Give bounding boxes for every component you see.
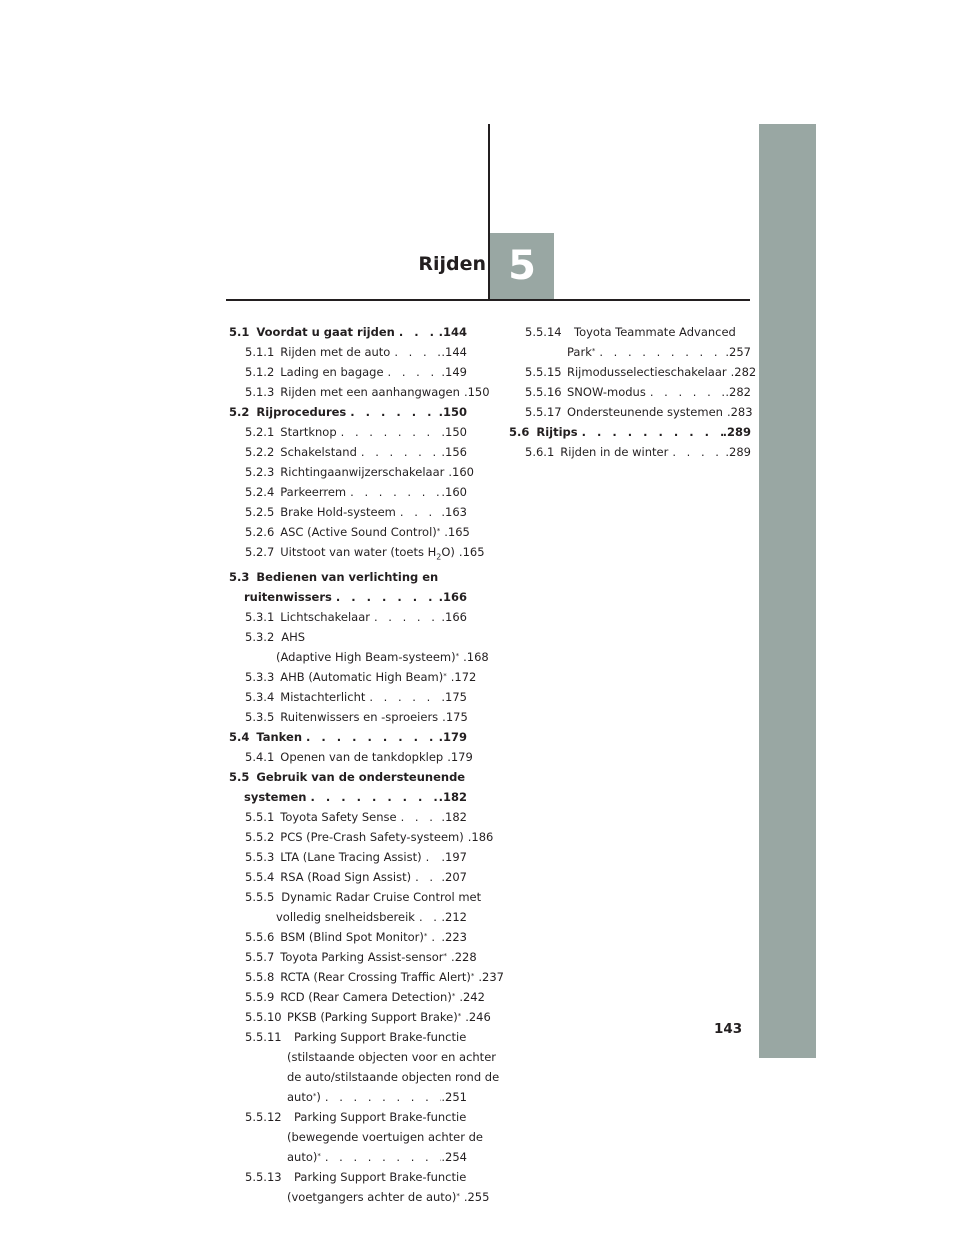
toc-entry-row (229, 967, 504, 987)
toc-leader-dots (415, 907, 441, 927)
toc-entry-title: Ruitenwissers en -sproeiers (280, 710, 439, 725)
toc-leader-dots (411, 867, 441, 887)
toc-entry-number: 5.2.6 (245, 525, 275, 539)
page-number: 143 (714, 1021, 743, 1037)
toc-left-column (229, 322, 504, 1207)
toc-entry[interactable] (229, 342, 467, 362)
toc-entry-line (229, 1147, 467, 1167)
toc-page-ref: . 149 (441, 362, 467, 382)
toc-entry-line (229, 1167, 467, 1187)
toc-entry[interactable] (509, 362, 757, 382)
chapter-number: 5 (508, 243, 536, 289)
toc-entry-number: 5.2.7 (245, 545, 275, 559)
chapter-number-box (490, 233, 554, 299)
toc-leader-dots (321, 1147, 442, 1167)
toc-entry[interactable] (509, 382, 751, 402)
toc-page-ref: . 289 (725, 442, 751, 462)
toc-entry-number: 5.2 (229, 405, 250, 419)
toc-entry-number: 5.2.4 (245, 485, 275, 499)
toc-entry-title: Brake Hold-systeem (280, 505, 396, 519)
toc-entry[interactable] (229, 522, 470, 542)
toc-entry[interactable] (229, 567, 467, 607)
toc-entry[interactable] (229, 967, 504, 987)
toc-entry-line (229, 767, 467, 787)
toc-entry-row (229, 422, 467, 442)
toc-entry-block (229, 567, 467, 607)
toc-page-ref: . 223 (441, 927, 467, 947)
toc-entry-title: Startknop (280, 425, 337, 439)
chapter-side-tab (759, 124, 816, 1058)
toc-entry-row (229, 542, 485, 567)
toc-leader-dots (395, 322, 439, 342)
toc-entry-row (229, 747, 473, 767)
toc-page-ref: . 160 (441, 482, 467, 502)
header-horizontal-rule (226, 299, 750, 301)
toc-entry-line (229, 887, 482, 907)
toc-entry-row (229, 667, 477, 687)
toc-entry-row (509, 422, 751, 442)
toc-entry-title: Lading en bagage (280, 365, 384, 379)
toc-entry-title: AHB (Automatic High Beam)* (280, 670, 447, 685)
toc-page-ref: . 175 (442, 707, 468, 727)
toc-leader-dots (346, 402, 438, 422)
toc-entry-line (229, 587, 467, 607)
toc-entry-row (229, 1007, 491, 1027)
toc-entry-title: Ondersteunende systemen (567, 405, 723, 419)
toc-entry-row (229, 362, 467, 382)
toc-entry[interactable] (229, 322, 467, 342)
toc-entry-line (229, 567, 467, 587)
toc-entry-number: 5.5.13 (245, 1170, 282, 1185)
toc-page-ref: . 186 (468, 827, 494, 847)
toc-entry-title: Dynamic Radar Cruise Control met (281, 890, 482, 905)
toc-leader-dots (578, 422, 723, 442)
toc-entry[interactable] (229, 362, 467, 382)
toc-entry[interactable] (229, 987, 485, 1007)
toc-entry-number: 5.3.3 (245, 670, 275, 685)
toc-entry-number: 5.5.17 (525, 405, 562, 419)
toc-entry-line (229, 647, 489, 667)
toc-entry-row (229, 947, 477, 967)
toc-leader-dots (302, 727, 439, 747)
toc-page-ref: . 172 (451, 667, 477, 687)
toc-entry-line (229, 787, 467, 807)
toc-entry-title: PCS (Pre-Crash Safety-systeem) (280, 830, 464, 845)
toc-page-ref: . 175 (441, 687, 467, 707)
toc-entry-row (229, 807, 467, 827)
toc-entry-row (229, 462, 474, 482)
toc-entry-number: 5.5.5 (245, 890, 275, 905)
toc-entry[interactable] (229, 502, 467, 522)
toc-leader-dots (332, 587, 439, 607)
toc-entry-title: Tanken (256, 730, 303, 745)
toc-entry-title: de auto/stilstaande objecten rond de (287, 1070, 500, 1085)
toc-entry-title: (Adaptive High Beam-systeem)* (276, 650, 460, 665)
toc-entry-number: 5.2.1 (245, 425, 275, 439)
toc-entry-line (229, 1067, 500, 1087)
toc-leader-dots (422, 847, 442, 867)
toc-entry-number: 5.3.2 (245, 630, 275, 645)
toc-entry-title: ASC (Active Sound Control)* (280, 525, 441, 539)
toc-entry-number: 5.5.6 (245, 930, 275, 945)
toc-page-ref: . 254 (441, 1147, 467, 1167)
toc-entry-title: (bewegende voertuigen achter de (287, 1130, 483, 1145)
toc-page-ref: . 246 (465, 1007, 491, 1027)
toc-page-ref: . 237 (478, 967, 504, 987)
toc-entry-row (229, 322, 467, 342)
toc-entry-title: ruitenwissers (244, 590, 332, 605)
toc-leader-dots (646, 382, 726, 402)
toc-entry-number: 5.2.5 (245, 505, 275, 519)
toc-entry-number: 5.5.1 (245, 810, 275, 825)
toc-entry-title: Bedienen van verlichting en (256, 570, 439, 585)
toc-entry[interactable] (509, 422, 751, 442)
toc-entry[interactable] (229, 867, 467, 887)
toc-entry-title: Rijmodusselectieschakelaar (567, 365, 727, 379)
toc-entry-row (509, 442, 751, 462)
toc-entry-line (229, 907, 467, 927)
toc-entry-title: BSM (Blind Spot Monitor)* (280, 930, 428, 945)
toc-entry-block (229, 1027, 500, 1107)
toc-entry-row (229, 927, 467, 947)
toc-entry[interactable] (229, 727, 467, 747)
toc-entry[interactable] (229, 442, 467, 462)
toc-page-ref: . 242 (459, 987, 485, 1007)
toc-entry-number: 5.5.12 (245, 1110, 282, 1125)
toc-entry-row (509, 382, 751, 402)
toc-entry-title: PKSB (Parking Support Brake)* (287, 1010, 462, 1025)
toc-leader-dots (365, 687, 441, 707)
toc-entry-number: 5.4 (229, 730, 250, 745)
toc-entry[interactable] (229, 707, 467, 727)
toc-entry-line (509, 342, 751, 362)
toc-page-ref: . 165 (444, 522, 470, 542)
toc-entry-number: 5.3.4 (245, 690, 275, 705)
toc-entry-number: 5.5.11 (245, 1030, 282, 1045)
toc-entry[interactable] (229, 667, 477, 687)
toc-entry-row (229, 827, 494, 847)
toc-entry-block (229, 1167, 490, 1207)
toc-entry-line (229, 1027, 467, 1047)
toc-entry-block (229, 627, 489, 667)
toc-right-column (509, 322, 757, 462)
toc-entry[interactable] (229, 847, 467, 867)
toc-entry-number: 5.4.1 (245, 750, 275, 765)
toc-entry-title: Richtingaanwijzerschakelaar (280, 465, 445, 479)
toc-entry-title: Rijden met de auto (280, 345, 391, 359)
toc-entry-line (229, 1107, 467, 1127)
toc-entry-title: RSA (Road Sign Assist) (280, 870, 412, 885)
toc-entry[interactable] (229, 382, 490, 402)
toc-entry[interactable] (229, 807, 467, 827)
toc-entry-title: Toyota Safety Sense (280, 810, 397, 825)
toc-entry[interactable] (229, 422, 467, 442)
toc-entry-title: Gebruik van de ondersteunende (256, 770, 466, 785)
toc-entry[interactable] (229, 747, 473, 767)
toc-entry-block (229, 767, 467, 807)
toc-page-ref: . 182 (439, 787, 467, 807)
toc-entry-title: AHS (281, 630, 306, 645)
toc-page-ref: . 166 (441, 607, 467, 627)
toc-entry-title: Parkeerrem (280, 485, 347, 499)
toc-entry-title: (stilstaande objecten voor en achter (287, 1050, 496, 1065)
toc-entry-row (509, 402, 751, 422)
toc-entry-title: Uitstoot van water (toets $H_2O$) (280, 545, 455, 562)
chapter-title: Rijden (418, 253, 486, 275)
toc-page-ref: . 165 (459, 542, 485, 562)
toc-entry[interactable] (229, 947, 477, 967)
toc-leader-dots (396, 502, 442, 522)
toc-entry[interactable] (229, 482, 467, 502)
toc-entry[interactable] (229, 827, 494, 847)
toc-leader-dots (306, 787, 438, 807)
toc-entry-title: Mistachterlicht (280, 690, 366, 705)
toc-entry[interactable] (509, 442, 751, 462)
toc-entry-row (229, 342, 467, 362)
toc-entry[interactable] (229, 627, 489, 667)
toc-entry-number: 5.5.8 (245, 970, 275, 985)
toc-page-ref: . 257 (725, 342, 751, 362)
toc-entry-number: 5.5 (229, 770, 250, 785)
toc-leader-dots (357, 442, 442, 462)
toc-entry-number: 5.3.1 (245, 610, 275, 625)
toc-page-ref: . 228 (451, 947, 477, 967)
toc-entry-row (229, 442, 467, 462)
toc-entry-line (229, 1187, 490, 1207)
toc-entry-number: 5.3 (229, 570, 250, 585)
toc-entry-title: Parking Support Brake-functie (294, 1170, 467, 1185)
toc-entry-row (229, 502, 467, 522)
toc-page-ref: . 179 (439, 727, 467, 747)
toc-page-ref: . 289 (723, 422, 751, 442)
toc-entry-row (229, 867, 467, 887)
toc-entry-line (229, 1087, 467, 1107)
toc-entry[interactable] (509, 402, 751, 422)
toc-entry-title: SNOW-modus (567, 385, 646, 399)
toc-page-ref: . 182 (441, 807, 467, 827)
toc-entry[interactable] (229, 1027, 500, 1107)
toc-page-ref: . 168 (463, 647, 489, 667)
toc-page-ref: . 179 (447, 747, 473, 767)
toc-page-ref: . 282 (731, 362, 757, 382)
toc-entry-block (509, 322, 751, 362)
toc-entry-block (229, 887, 482, 927)
toc-entry-title: Voordat u gaat rijden (256, 325, 395, 339)
toc-page-ref: . 207 (441, 867, 467, 887)
toc-entry-title: Schakelstand (280, 445, 357, 459)
toc-page-ref: . 160 (448, 462, 474, 482)
toc-entry-line (229, 1127, 483, 1147)
toc-page-ref: . 144 (441, 342, 467, 362)
toc-leader-dots (397, 807, 442, 827)
toc-page-ref: . 163 (441, 502, 467, 522)
toc-page-ref: . 156 (441, 442, 467, 462)
toc-page-ref: . 283 (727, 402, 753, 422)
toc-entry[interactable] (229, 927, 467, 947)
toc-entry-title: Parking Support Brake-functie (294, 1030, 467, 1045)
toc-leader-dots (668, 442, 725, 462)
toc-entry-title: volledig snelheidsbereik (276, 910, 415, 925)
toc-entry[interactable] (229, 887, 482, 927)
toc-entry-number: 5.1 (229, 325, 250, 339)
toc-page-ref: . 150 (439, 402, 467, 422)
toc-leader-dots (427, 927, 441, 947)
toc-entry-title: (voetgangers achter de auto)* (287, 1190, 460, 1205)
toc-entry-title: Toyota Teammate Advanced (574, 325, 736, 339)
toc-page-ref: . 166 (439, 587, 467, 607)
toc-entry[interactable] (229, 462, 474, 482)
toc-leader-dots (346, 482, 441, 502)
toc-entry-number: 5.3.5 (245, 710, 275, 725)
toc-entry-title: LTA (Lane Tracing Assist) (280, 850, 422, 865)
toc-entry-number: 5.5.7 (245, 950, 275, 965)
toc-entry-row (229, 987, 485, 1007)
toc-entry-block (229, 1107, 483, 1167)
toc-page-ref: . 251 (441, 1087, 467, 1107)
toc-leader-dots (595, 342, 725, 362)
toc-entry-number: 5.1.1 (245, 345, 275, 359)
toc-entry-row (229, 382, 490, 402)
toc-entry[interactable] (229, 607, 467, 627)
toc-entry-number: 5.1.2 (245, 365, 275, 379)
toc-entry-title: Lichtschakelaar (280, 610, 370, 625)
toc-entry-row (229, 402, 467, 422)
toc-entry-title: auto*) (287, 1090, 321, 1105)
toc-entry-row (229, 707, 467, 727)
toc-entry-line (229, 1047, 496, 1067)
toc-page-ref: . 282 (725, 382, 751, 402)
toc-page-ref: . 197 (441, 847, 467, 867)
toc-entry-title: Openen van de tankdopklep (280, 750, 444, 765)
toc-entry-title: Park* (567, 345, 596, 359)
toc-leader-dots (321, 1087, 442, 1107)
toc-entry[interactable] (229, 1167, 490, 1207)
toc-entry-number: 5.5.14 (525, 325, 562, 339)
toc-page-ref: . 255 (464, 1187, 490, 1207)
toc-page-ref: . 144 (439, 322, 467, 342)
toc-entry[interactable] (229, 542, 485, 567)
toc-entry-number: 5.5.3 (245, 850, 275, 865)
toc-entry-title: Rijprocedures (256, 405, 347, 419)
toc-entry-row (229, 607, 467, 627)
toc-entry-row (509, 362, 757, 382)
toc-entry[interactable] (229, 1007, 491, 1027)
toc-entry[interactable] (229, 402, 467, 422)
toc-leader-dots (384, 362, 442, 382)
toc-entry-row (229, 482, 467, 502)
toc-entry-number: 5.6 (509, 425, 530, 439)
toc-leader-dots (370, 607, 441, 627)
toc-leader-dots (337, 422, 442, 442)
toc-entry-number: 5.2.3 (245, 465, 275, 479)
toc-entry-number: 5.5.10 (245, 1010, 282, 1025)
toc-entry[interactable] (229, 767, 467, 807)
toc-entry-number: 5.1.3 (245, 385, 275, 399)
toc-entry-row (229, 727, 467, 747)
toc-entry-title: Rijden met een aanhangwagen (280, 385, 460, 399)
toc-entry-line (229, 627, 467, 647)
toc-entry-line (509, 322, 751, 342)
toc-entry[interactable] (229, 1107, 483, 1167)
toc-entry-number: 5.5.9 (245, 990, 275, 1005)
toc-entry-title: Rijden in de winter (560, 445, 669, 459)
toc-entry-title: RCD (Rear Camera Detection)* (280, 990, 456, 1005)
toc-entry-number: 5.5.2 (245, 830, 275, 845)
toc-entry-number: 5.5.4 (245, 870, 275, 885)
toc-entry-row (229, 687, 467, 707)
toc-entry-title: Toyota Parking Assist-sensor* (280, 950, 448, 965)
toc-entry-title: Rijtips (536, 425, 578, 439)
toc-entry-title: RCTA (Rear Crossing Traffic Alert)* (280, 970, 475, 985)
toc-entry-row (229, 847, 467, 867)
toc-entry[interactable] (509, 322, 751, 362)
toc-entry-number: 5.5.15 (525, 365, 562, 379)
toc-entry-title: systemen (244, 790, 307, 805)
toc-entry[interactable] (229, 687, 467, 707)
toc-page-ref: . 212 (441, 907, 467, 927)
toc-entry-number: 5.5.16 (525, 385, 562, 399)
toc-entry-number: 5.6.1 (525, 445, 555, 459)
toc-entry-number: 5.2.2 (245, 445, 275, 459)
toc-entry-title: Parking Support Brake-functie (294, 1110, 467, 1125)
toc-entry-title: auto)* (287, 1150, 321, 1165)
toc-leader-dots (390, 342, 441, 362)
toc-page-ref: . 150 (464, 382, 490, 402)
toc-entry-row (229, 522, 470, 542)
toc-page-ref: . 150 (441, 422, 467, 442)
